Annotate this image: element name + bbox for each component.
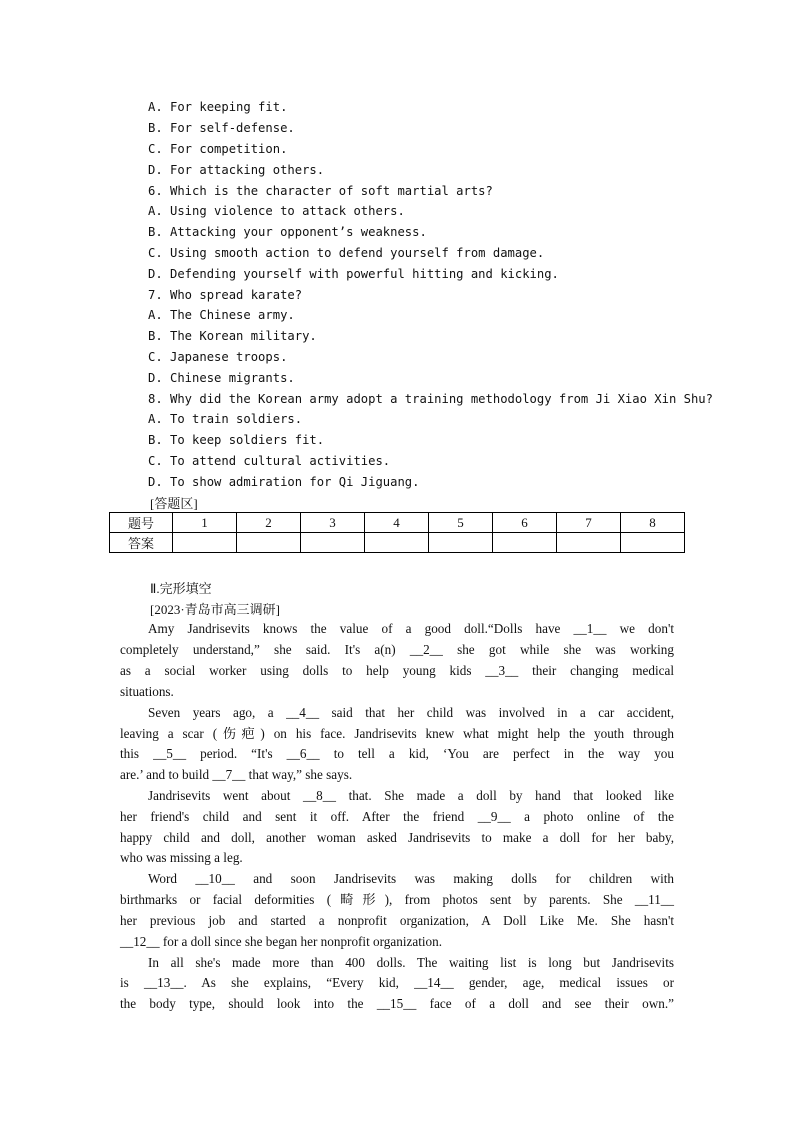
question-line: D. For attacking others. [148, 163, 325, 177]
question-number-cell: 8 [621, 513, 685, 533]
question-number-cell: 7 [557, 513, 621, 533]
passage-line: situations. [120, 684, 174, 699]
passage-line: Jandrisevits went about __8__ that. She made a doll by hand that looked like [148, 788, 674, 803]
question-line: C. Japanese troops. [148, 350, 288, 364]
passage-line: the body type, should look into the __15__ face of a doll and see their own.” [120, 996, 674, 1011]
answer-cell[interactable] [173, 533, 237, 553]
passage-line: completely understand,” she said. It's a(n) __2__ she got while she was working [120, 642, 674, 657]
number-header: 题号 [110, 513, 173, 533]
section-title: Ⅱ.完形填空 [150, 581, 212, 596]
question-number-cell: 6 [493, 513, 557, 533]
passage-line: this __5__ period. “It's __6__ to tell a kid, ‘You are perfect in the way you [120, 746, 674, 761]
question-line: D. To show admiration for Qi Jiguang. [148, 475, 420, 489]
passage-line: Amy Jandrisevits knows the value of a good doll.“Dolls have __1__ we don't [148, 621, 674, 636]
question-number-cell: 3 [301, 513, 365, 533]
question-number-cell: 5 [429, 513, 493, 533]
passage-line: In all she's made more than 400 dolls. The waiting list is long but Jandrisevits [148, 955, 674, 970]
question-line: C. Using smooth action to defend yourself from damage. [148, 246, 545, 260]
passage-line: her previous job and started a nonprofit organization, A Doll Like Me. She hasn't [120, 913, 674, 928]
answer-area-label: [答题区] [150, 496, 198, 511]
question-line: B. For self-defense. [148, 121, 295, 135]
question-line: A. The Chinese army. [148, 308, 295, 322]
source-label: [2023·青岛市高三调研] [150, 602, 280, 617]
question-line: B. The Korean military. [148, 329, 317, 343]
question-number-cell: 1 [173, 513, 237, 533]
passage-line: her friend's child and sent it off. After the friend __9__ a photo online of the [120, 809, 674, 824]
answer-cell[interactable] [493, 533, 557, 553]
passage-line: __12__ for a doll since she began her nonprofit organization. [120, 934, 443, 949]
question-line: C. To attend cultural activities. [148, 454, 391, 468]
question-line: A. To train soldiers. [148, 412, 303, 426]
question-line: B. Attacking your opponent’s weakness. [148, 225, 427, 239]
passage-line: as a social worker using dolls to help young kids __3__ their changing medical [120, 663, 674, 678]
question-line: D. Defending yourself with powerful hitting and kicking. [148, 267, 559, 281]
passage-line: leaving a scar (伤疤) on his face. Jandrisevits knew what might help the youth through [120, 726, 674, 741]
answer-cell[interactable] [365, 533, 429, 553]
passage-line: birthmarks or facial deformities (畸形), from photos sent by parents. She __11__ [120, 892, 674, 907]
question-line: D. Chinese migrants. [148, 371, 295, 385]
question-number-cell: 2 [237, 513, 301, 533]
answer-cell[interactable] [557, 533, 621, 553]
answer-table-number-row [110, 513, 685, 533]
answer-cell[interactable] [621, 533, 685, 553]
answer-cell[interactable] [237, 533, 301, 553]
passage-line: is __13__. As she explains, “Every kid, __14__ gender, age, medical issues or [120, 975, 674, 990]
passage-line: Seven years ago, a __4__ said that her child was involved in a car accident, [148, 705, 674, 720]
question-line: A. For keeping fit. [148, 100, 288, 114]
question-line: 6. Which is the character of soft martial arts? [148, 184, 493, 198]
passage-line: Word __10__ and soon Jandrisevits was making dolls for children with [148, 871, 674, 886]
question-line: A. Using violence to attack others. [148, 204, 405, 218]
question-number-cell: 4 [365, 513, 429, 533]
passage-line: who was missing a leg. [120, 850, 243, 865]
passage-line: happy child and doll, another woman asked Jandrisevits to make a doll for her baby, [120, 830, 674, 845]
question-line: 8. Why did the Korean army adopt a training methodology from Ji Xiao Xin Shu? [148, 392, 713, 406]
passage-line: are.’ and to build __7__ that way,” she says. [120, 767, 353, 782]
answer-cell[interactable] [301, 533, 365, 553]
answer-cell[interactable] [429, 533, 493, 553]
answer-table [109, 512, 685, 553]
question-line: B. To keep soldiers fit. [148, 433, 325, 447]
answer-header: 答案 [110, 533, 173, 553]
question-line: C. For competition. [148, 142, 288, 156]
question-line: 7. Who spread karate? [148, 288, 303, 302]
answer-table-answer-row [110, 533, 685, 553]
